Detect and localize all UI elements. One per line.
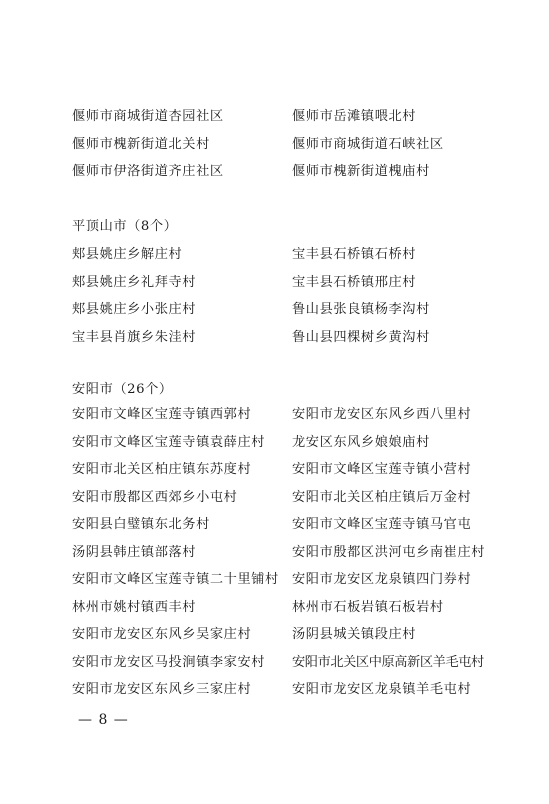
village-entry: 汤阴县城关镇段庄村 (292, 627, 417, 642)
list-row (72, 158, 492, 186)
section-heading-anyang: 安阳市（26个） (72, 382, 173, 397)
list-row (72, 429, 492, 457)
page-number: — 8 — (78, 712, 129, 728)
list-row (72, 539, 492, 567)
village-entry: 林州市石板岩镇石板岩村 (292, 599, 444, 615)
list-row (72, 401, 492, 429)
village-entry: 偃师市岳滩镇喂北村 (292, 109, 417, 124)
pingdingshan-list (72, 241, 492, 351)
list-row (72, 511, 492, 539)
village-entry: 安阳市北关区柏庄镇后万金村 (292, 489, 472, 505)
village-entry: 偃师市商城街道杏园社区 (72, 109, 224, 124)
list-row (72, 241, 492, 269)
village-entry: 宝丰县石桥镇邢庄村 (292, 274, 417, 290)
list-row (72, 566, 492, 594)
list-row (72, 296, 492, 324)
section-heading-pingdingshan: 平顶山市（8个） (72, 219, 178, 234)
village-entry: 偃师市伊洛街道齐庄社区 (72, 164, 224, 179)
list-row (72, 103, 492, 131)
village-entry: 龙安区东风乡娘娘庙村 (292, 434, 430, 450)
village-entry: 宝丰县石桥镇石桥村 (292, 247, 417, 262)
village-entry: 安阳市殷都区西郊乡小屯村 (72, 489, 238, 505)
village-entry: 安阳市文峰区宝莲寺镇二十里铺村 (72, 572, 279, 587)
village-entry: 安阳市北关区柏庄镇东苏度村 (72, 462, 252, 477)
village-entry: 安阳市北关区中原高新区羊毛屯村 (292, 654, 484, 670)
village-entry: 安阳市文峰区宝莲寺镇小营村 (292, 462, 472, 477)
village-entry: 偃师市槐新街道北关村 (72, 136, 210, 152)
village-entry: 安阳市文峰区宝莲寺镇西郭村 (72, 407, 252, 422)
village-entry: 安阳市殷都区洪河屯乡南崔庄村 (292, 544, 486, 560)
village-entry: 汤阴县韩庄镇部落村 (72, 544, 197, 560)
list-row (72, 649, 492, 677)
list-row (72, 484, 492, 512)
list-row (72, 269, 492, 297)
list-row (72, 131, 492, 159)
village-entry: 安阳市龙安区东风乡西八里村 (292, 407, 472, 422)
village-entry: 鲁山县四棵树乡黄沟村 (292, 329, 430, 345)
village-entry: 安阳市龙安区龙泉镇四门券村 (292, 572, 472, 587)
list-row (72, 324, 492, 352)
village-entry: 安阳市文峰区宝莲寺镇马官屯 (292, 517, 472, 532)
village-entry: 鲁山县张良镇杨李沟村 (292, 302, 430, 317)
list-row (72, 676, 492, 704)
village-entry: 郏县姚庄乡礼拜寺村 (72, 274, 197, 290)
village-entry: 安阳市文峰区宝莲寺镇袁薛庄村 (72, 434, 266, 450)
list-row (72, 621, 492, 649)
list-row (72, 456, 492, 484)
village-entry: 宝丰县肖旗乡朱洼村 (72, 329, 197, 345)
village-entry: 偃师市商城街道石峡社区 (292, 136, 444, 152)
village-entry: 偃师市槐新街道槐庙村 (292, 164, 430, 179)
list-row (72, 594, 492, 622)
village-entry: 安阳市龙安区马投涧镇李家安村 (72, 654, 266, 670)
village-entry: 安阳市龙安区东风乡三家庄村 (72, 682, 252, 697)
anyang-list (72, 401, 492, 704)
village-entry: 郏县姚庄乡解庄村 (72, 247, 183, 262)
village-entry: 郏县姚庄乡小张庄村 (72, 302, 197, 317)
village-entry: 林州市姚村镇西丰村 (72, 599, 197, 615)
village-entry: 安阳市龙安区东风乡吴家庄村 (72, 627, 252, 642)
village-entry: 安阳市龙安区龙泉镇羊毛屯村 (292, 682, 472, 697)
yanshi-list (72, 103, 492, 186)
village-entry: 安阳县白璧镇东北务村 (72, 517, 210, 532)
